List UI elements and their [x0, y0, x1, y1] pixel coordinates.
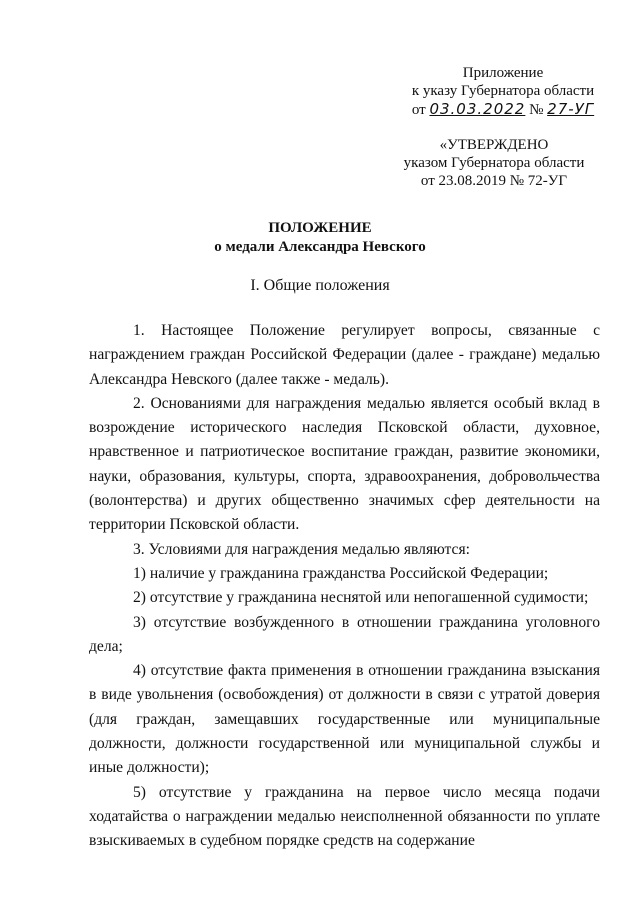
paragraph: 3. Условиями для награждения медалью являются: — [133, 540, 470, 558]
paragraph: 3) отсутствие возбужденного в отношении гражданина уголовного дела; — [89, 613, 600, 655]
document-title — [0, 219, 640, 257]
number-prefix: № — [529, 102, 544, 118]
appendix-block — [398, 64, 608, 119]
document-body — [89, 319, 600, 854]
approved-block — [398, 136, 590, 190]
approved-decree: указом Губернатора области — [403, 155, 585, 171]
paragraph: 2. Основаниями для награждения медалью является особый вклад в возрождение исторического наследия Псковской области, духовное, нравственное и патриотическое воспитание граждан, развитие экономики, науки, образования, культуры, спорта, здравоохранения, добровольчества (волонтерства) и других общественно значимых сфер деятельности на территории Псковской области. — [89, 394, 600, 534]
paragraph: 5) отсутствие у гражданина на первое число месяца подачи ходатайства о награждении медалью неисполненной обязанности по уплате взыскиваемых в судебном порядке средств на содержание — [89, 783, 600, 850]
appendix-label: Приложение — [462, 65, 544, 81]
title-heading: ПОЛОЖЕНИЕ — [268, 220, 372, 236]
appendix-date-number — [398, 100, 608, 119]
date-prefix: от — [411, 102, 426, 118]
paragraph: 4) отсутствие факта применения в отношении гражданина взыскания в виде увольнения (освобождения) от должности в связи с утратой доверия (для граждан, замещавших государственные или муниципальные должности, должности государственной или муниципальной службы и иные должности); — [89, 662, 600, 777]
paragraph: 1. Настоящее Положение регулирует вопросы, связанные с награждением граждан Российской Федерации (далее - граждане) медалью Александра Невского (далее также - медаль). — [89, 322, 600, 388]
paragraph: 1) наличие у гражданина гражданства Российской Федерации; — [133, 564, 549, 582]
approved-label: «УТВЕРЖДЕНО — [439, 137, 549, 153]
paragraph: 2) отсутствие у гражданина неснятой или непогашенной судимости; — [133, 589, 589, 607]
handwritten-number: 27-УГ — [547, 100, 595, 118]
appendix-decree-ref: к указу Губернатора области — [411, 83, 595, 99]
handwritten-date: 03.03.2022 — [429, 100, 526, 118]
title-subject: о медали Александра Невского — [214, 239, 426, 255]
section-heading: I. Общие положения — [250, 277, 390, 294]
approved-date-number: от 23.08.2019 № 72-УГ — [420, 173, 568, 189]
